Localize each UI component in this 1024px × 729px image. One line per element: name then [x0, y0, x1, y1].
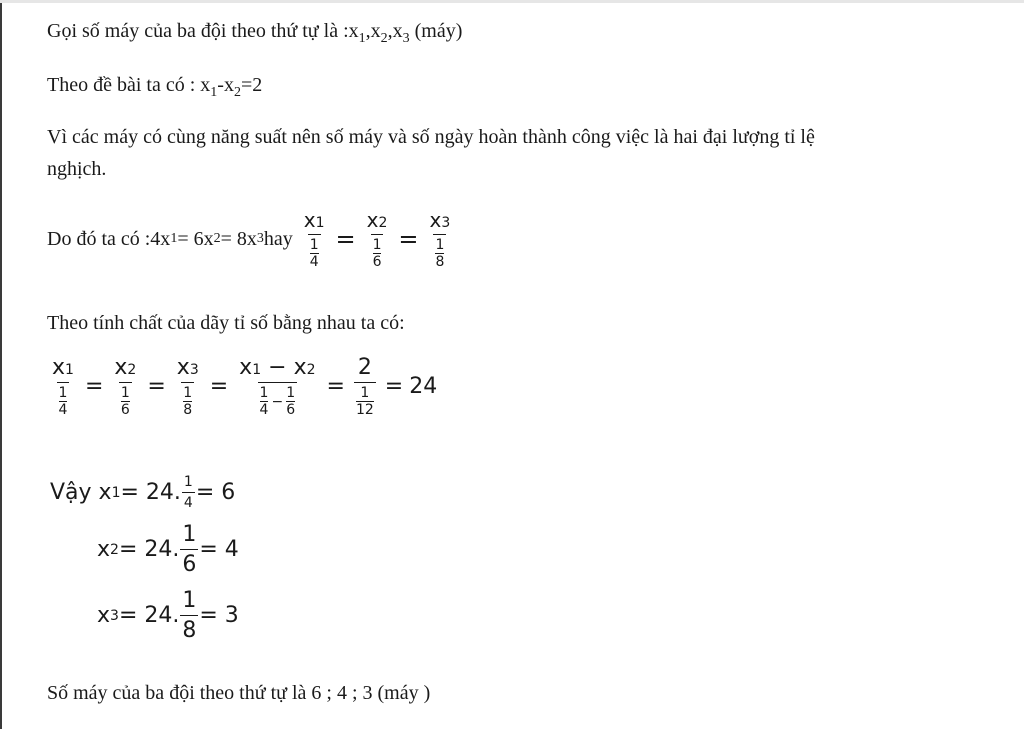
fraction-sixth: $\frac{1}{6}$ [182, 522, 197, 577]
chain-fraction-2: x2 1 6 [114, 355, 137, 418]
chain-fraction-diff: x1 − x2 1 4 − $\frac{1}{6}$ [239, 355, 316, 418]
sub-2: 2 [233, 85, 241, 100]
equals: = [84, 374, 104, 399]
property-line [47, 312, 405, 335]
sub-1: 1 [111, 484, 121, 501]
reason-text-cont: nghịch. [47, 158, 107, 180]
sub-2: 2 [110, 541, 119, 558]
sub-2: 2 [380, 31, 388, 46]
sub-3: 3 [402, 31, 410, 46]
reason-line-1 [47, 126, 815, 149]
equals: = [326, 374, 345, 399]
proportion-text: Do đó ta có :4x [47, 227, 171, 250]
equals: = [209, 374, 229, 399]
sub-3: 3 [110, 607, 119, 624]
fraction-eighth: $\frac{1}{8}$ [182, 588, 197, 643]
proportion-line [47, 208, 455, 270]
minus-x: -x [217, 74, 234, 96]
rhs-24: = 24. [118, 537, 180, 562]
equals: = [384, 374, 404, 399]
intro-tail: (máy) [409, 20, 463, 42]
fraction-x2: x2 1 6 [366, 208, 388, 270]
intro-text: Gọi số máy của ba đội theo thứ tự là :x [47, 20, 359, 42]
sub-1: 1 [170, 231, 178, 246]
fraction-x1: x1 1 4 [303, 208, 325, 270]
intro-line [47, 20, 462, 47]
sub-1: 1 [358, 31, 366, 46]
ratio-expression [299, 208, 456, 270]
value-3: = 3 [199, 603, 239, 628]
fraction-x3: x3 1 8 [429, 208, 451, 270]
result-x1 [50, 474, 235, 511]
eq-6x: = 6x [177, 227, 214, 250]
reason-line-2 [47, 158, 106, 181]
equals: = [147, 374, 166, 399]
chain-fraction-3: x3 1 8 [176, 355, 199, 418]
chain-fraction-1: x1 1 4 [52, 355, 74, 418]
value-6: = 6 [195, 480, 236, 505]
equals: = [335, 225, 356, 253]
sub-2: 2 [213, 231, 221, 246]
ratio-chain [47, 355, 437, 418]
result-x3 [97, 588, 239, 643]
condition-text: Theo đề bài ta có : x [47, 74, 211, 96]
eq-8x: = 8x [220, 227, 257, 250]
sub-3: 3 [256, 231, 264, 246]
fraction-quarter: $\frac{1}{4}$ [183, 474, 193, 511]
rhs-24: = 24. [118, 603, 180, 628]
rhs-24: = 24. [120, 480, 181, 505]
sub-1: 1 [210, 85, 218, 100]
hay-word: hay [263, 227, 293, 250]
left-border [0, 0, 2, 729]
vay-x: Vậy x [50, 480, 112, 505]
x: x [97, 537, 111, 562]
property-text: Theo tính chất của dãy tỉ số bằng nhau ta có: [47, 312, 405, 334]
chain-result: 24 [409, 374, 438, 399]
conclusion-text: Số máy của ba đội theo thứ tự là 6 ; 4 ; 3 (máy ) [47, 682, 431, 704]
x: x [97, 603, 111, 628]
conclusion-line [47, 682, 430, 705]
sep: ,x [387, 20, 403, 42]
equals: = [398, 225, 419, 253]
condition-line [47, 74, 262, 101]
sep: ,x [365, 20, 381, 42]
reason-text: Vì các máy có cùng năng suất nên số máy và số ngày hoàn thành công việc là hai đại lượng tỉ lệ [47, 126, 815, 148]
top-border [0, 0, 1024, 3]
value-4: = 4 [199, 537, 239, 562]
condition-tail: =2 [240, 74, 263, 96]
result-x2 [97, 522, 239, 577]
chain-fraction-two: 2 1 12 [355, 355, 374, 418]
